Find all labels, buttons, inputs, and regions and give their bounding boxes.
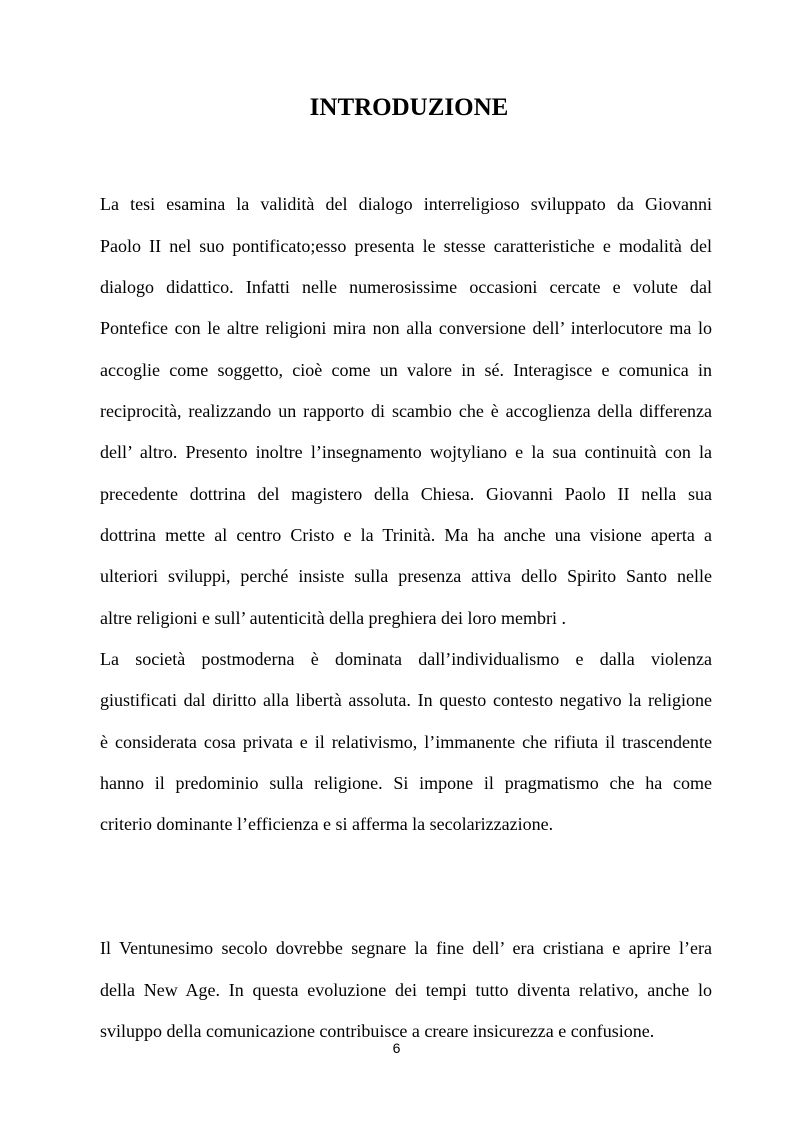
text-line: precedente dottrina del magistero della Chiesa. Giovanni Paolo II nella sua <box>100 484 712 504</box>
text-line: hanno il predominio sulla religione. Si impone il pragmatismo che ha come <box>100 773 712 793</box>
text-line: ulteriori sviluppi, perché insiste sulla presenza attiva dello Spirito Santo nelle <box>100 566 712 586</box>
text-line: della New Age. In questa evoluzione dei tempi tutto diventa relativo, anche lo <box>100 980 712 1000</box>
text-line: è considerata cosa privata e il relativismo, l’immanente che rifiuta il trascendente <box>100 732 712 752</box>
text-line: Il Ventunesimo secolo dovrebbe segnare la fine dell’ era cristiana e aprire l’era <box>100 938 712 958</box>
text-line: criterio dominante l’efficienza e si afferma la secolarizzazione. <box>100 814 554 834</box>
page-number: 6 <box>392 1040 401 1056</box>
text-line: dialogo didattico. Infatti nelle numerosissime occasioni cercate e volute dal <box>100 277 712 297</box>
text-line: Paolo II nel suo pontificato;esso presenta le stesse caratteristiche e modalità del <box>100 236 712 256</box>
text-line: accoglie come soggetto, cioè come un valore in sé. Interagisce e comunica in <box>100 360 712 380</box>
text-line: La tesi esamina la validità del dialogo interreligioso sviluppato da Giovanni <box>100 194 712 214</box>
text-line: giustificati dal diritto alla libertà assoluta. In questo contesto negativo la religione <box>100 690 712 710</box>
text-line: altre religioni e sull’ autenticità della preghiera dei loro membri . <box>100 608 566 628</box>
text-line: dell’ altro. Presento inoltre l’insegnamento wojtyliano e la sua continuità con la <box>100 442 712 462</box>
text-line: Pontefice con le altre religioni mira non alla conversione dell’ interlocutore ma lo <box>100 318 712 338</box>
page-title: INTRODUZIONE <box>309 94 509 121</box>
text-line: dottrina mette al centro Cristo e la Trinità. Ma ha anche una visione aperta a <box>100 525 712 545</box>
text-line: reciprocità, realizzando un rapporto di scambio che è accoglienza della differenza <box>100 401 712 421</box>
text-line: La società postmoderna è dominata dall’individualismo e dalla violenza <box>100 649 712 669</box>
text-line: sviluppo della comunicazione contribuisce a creare insicurezza e confusione. <box>100 1021 655 1041</box>
